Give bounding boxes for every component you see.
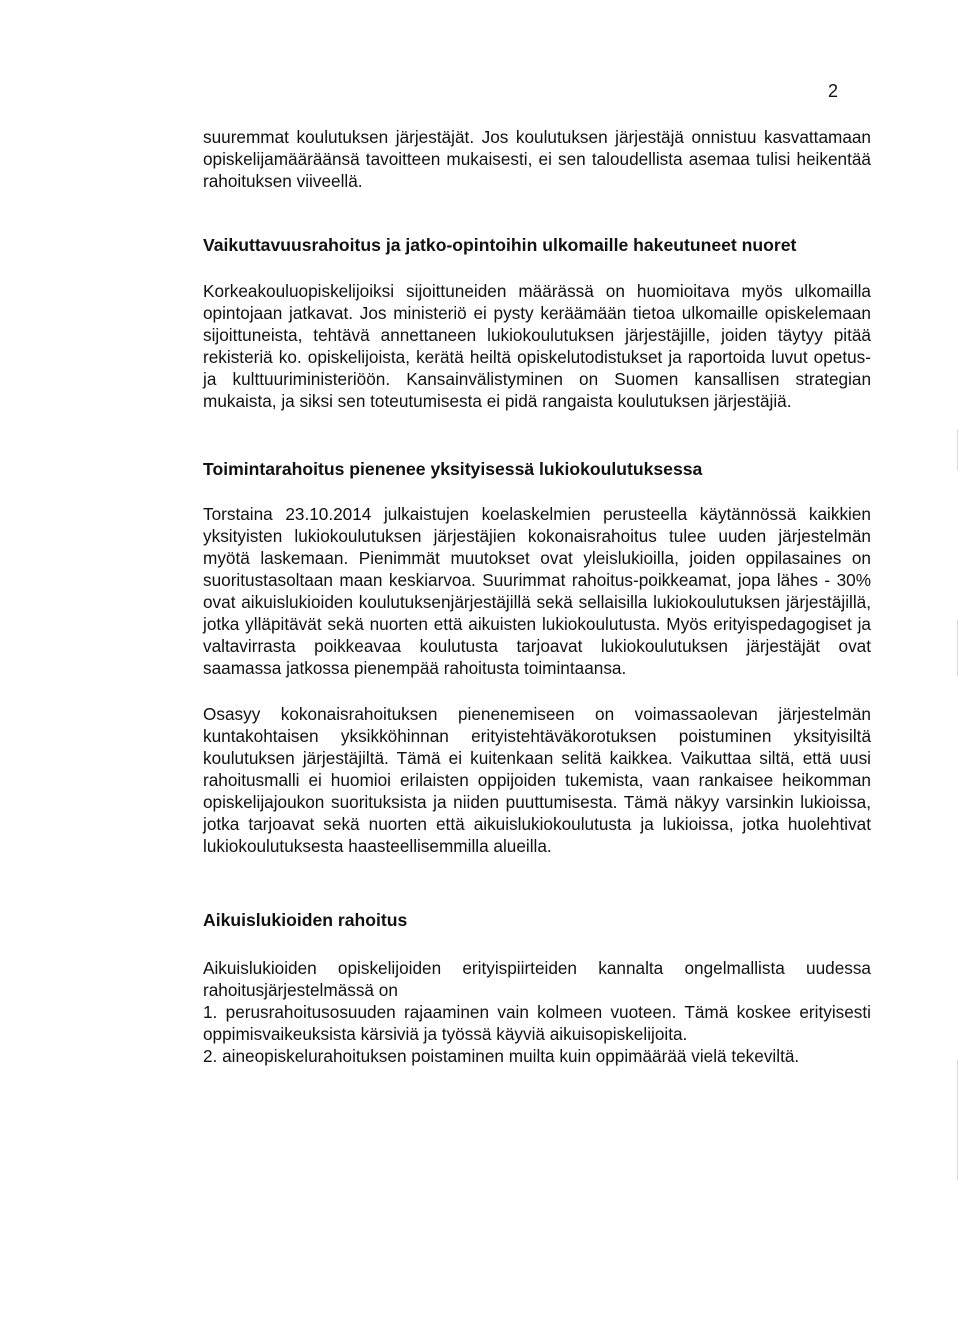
section-heading-vaikuttavuusrahoitus: Vaikuttavuusrahoitus ja jatko-opintoihin ulkomaille hakeutuneet nuoret [203, 235, 797, 255]
page-number: 2 [828, 81, 839, 101]
list-item: 2. aineopiskelurahoituksen poistaminen muilta kuin oppimäärää vielä tekeviltä. [203, 1046, 800, 1066]
section-heading-toimintarahoitus: Toimintarahoitus pienenee yksityisessä lukiokoulutuksessa [203, 459, 703, 479]
intro-paragraph: suuremmat koulutuksen järjestäjät. Jos koulutuksen järjestäjä onnistuu kasvattamaan opiskelijamääräänsä tavoitteen mukaisesti, ei sen taloudellista asemaa tulisi heikentää rahoituksen viiveellä. [203, 127, 871, 191]
scan-edge-mark [957, 1060, 958, 1180]
section-paragraph-toimintarahoitus-1: Torstaina 23.10.2014 julkaistujen koelaskelmien perusteella käytännössä kaikkien yksityisten lukiokoulutuksen järjestäjien kokonaisrahoitus tulee uuden järjestelmän myötä laskemaan. Pienimmät muutokset ovat yleislukioilla, joiden oppilasaines on suoritustasoltaan maan keskiarvoa. Suurimmat rahoitus-poikkeamat, jopa lähes - 30% ovat aikuislukioiden koulutuksenjärjestäjillä sekä sellaisilla lukiokoulutuksen järjestäjillä, jotka ylläpitävät sekä nuorten että aikuisten lukiokoulutusta. Myös erityispedagogiset ja valtavirrasta poikkeavaa koulutusta tarjoavat lukiokoulutuksen järjestäjät ovat saamassa jatkossa pienempää rahoitusta toimintaansa. [203, 504, 871, 678]
section-paragraph-aikuislukiot: Aikuislukioiden opiskelijoiden erityispiirteiden kannalta ongelmallista uudessa rahoitusjärjestelmässä on [203, 958, 871, 1000]
list-item: 1. perusrahoitusosuuden rajaaminen vain kolmeen vuoteen. Tämä koskee erityisesti oppimisvaikeuksista kärsiviä ja työssä käyviä aikuisopiskelijoita. [203, 1002, 871, 1044]
section-paragraph-toimintarahoitus-2: Osasyy kokonaisrahoituksen pienenemiseen on voimassaolevan järjestelmän kuntakohtaisen yksikköhinnan erityistehtäväkorotuksen poistuminen yksityisiltä koulutuksen järjestäjiltä. Tämä ei kuitenkaan selitä kaikkea. Vaikuttaa siltä, että uusi rahoitusmalli ei huomioi erilaisten oppijoiden tukemista, vaan rankaisee heikomman opiskelijajoukon suorituksista ja niiden puuttumisesta. Tämä näkyy varsinkin lukioissa, jotka tarjoavat sekä nuorten että aikuislukiokoulutusta ja lukioissa, jotka huolehtivat lukiokoulutuksesta haasteellisemmilla alueilla. [203, 704, 871, 856]
section-paragraph-vaikuttavuusrahoitus: Korkeakouluopiskelijoiksi sijoittuneiden määrässä on huomioitava myös ulkomailla opintojaan jatkavat. Jos ministeriö ei pysty keräämään tietoa ulkomaille opiskelemaan sijoittuneista, tehtävä annettaneen lukiokoulutuksen järjestäjille, joiden täytyy pitää rekisteriä ko. opiskelijoista, kerätä heiltä opiskelutodistukset ja raportoida luvut opetus- ja kulttuuriministeriöön. Kansainvälistyminen on Suomen kansallisen strategian mukaista, ja siksi sen toteutumisesta ei pidä rangaista koulutuksen järjestäjiä. [203, 281, 871, 411]
scan-edge-mark [957, 430, 958, 470]
document-body [203, 126, 871, 1067]
scan-edge-mark [957, 620, 958, 676]
section-heading-aikuislukiot: Aikuislukioiden rahoitus [203, 910, 408, 930]
